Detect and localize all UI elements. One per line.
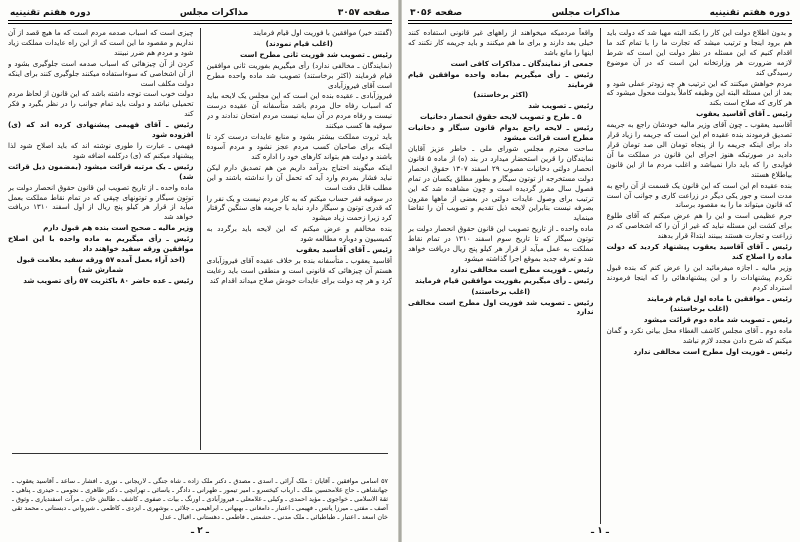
paragraph: ماده واحده ـ از تاریخ تصویب این قانون حقوق انحصار دولت بر توتون سیگار که تا تاریخ سوم اسفند ۱۳۱۰ در تمام نقاط مملکت به عمل میآید از قرار هر کیلو پنج ریال دریافت خواهد شد و تعرفه جدید بموقع اجرا گذاشته میشود bbox=[408, 224, 594, 263]
text-columns bbox=[8, 28, 392, 450]
paragraph: (نمایندگان ـ مخالفی ندارد) رأی میگیریم بفوریت ثانی موافقین قیام فرمایند (اکثر برخاستند) تصویب شد ماده واحده مطرح است آقای فیروزآبادی bbox=[206, 60, 392, 90]
text-columns bbox=[408, 28, 792, 524]
speaker-line: رئیس ـ موافقین با ماده اول قیام فرمایند bbox=[646, 293, 792, 303]
header-rule bbox=[408, 20, 792, 24]
paragraph: باید ثروت مملکت بیشتر بشود و منابع عایدات درست کرد تا اینکه برای صاحبان کسب مردم عجز نشود و مردم آسوده باشند و دولت هم بتواند کارهای خود را اداره کند bbox=[206, 132, 392, 161]
paragraph: مردم خواهش میکنند که این ترتیب هر چه زودتر عملی شود و بعد از این مسئله البته این وظیفه کاملاً بدولت محول میشود که هر کاری که صلاح است بکند bbox=[606, 78, 792, 108]
speaker-line: رئیس ـ رأی میگیریم بماده واحده موافقین قیام فرمایند bbox=[408, 69, 594, 89]
page-header bbox=[404, 4, 796, 22]
page-number: ـ ۲ ـ bbox=[191, 526, 209, 536]
session-label: دوره هفتم تقنینیه bbox=[709, 8, 790, 18]
paragraph: و بدون اطلاع دولت این کار را بکند البته مهیا شد که دولت باید هم برود اینجا و ترتیب میشد که تجارت ما را با تمام کند ما اقدام کنیم که این مسئله در نظر دولت این است که شرط لازمه ضرورت هر وزارتخانه این است که در آن موضوع رسیدگی کند bbox=[606, 28, 792, 77]
speaker-line: رئیس ـ آقای آقاسید یعقوب پیشنهاد کردید که دولت ماده را اصلاح کند bbox=[606, 242, 792, 261]
speaker-line: رئیس ـ رأی میگیریم بفوریت موافقین قیام فرمایند bbox=[415, 275, 594, 285]
column-divider bbox=[600, 28, 601, 524]
header-title: مذاکرات مجلس bbox=[179, 8, 249, 18]
paragraph: کردن از آن چیزهائی که اسباب صدمه است جلوگیری بشود و از آن اشخاصی که سوءاستفاده میکنند جلوگیری کنند برای اینکه دولت مکلف است bbox=[8, 58, 194, 88]
paragraph: فیروزآبادی ـ عقیده بنده این است که این مجلس یک لایحه بیاید که اسباب رفاه حال مردم باشد متأسفانه آن عقیده درست نیست و رفاه مردم در آن سایه نیست مردم امتحان ندادند و در سوقیه ها کسب میکنند bbox=[206, 91, 392, 131]
vote-note: (اکثر برخاستند) bbox=[473, 90, 529, 100]
speaker-line: رئیس ـ فوریت اول مطرح است مخالفی ندارد bbox=[633, 347, 792, 357]
page-number: ـ ۱ ـ bbox=[591, 526, 609, 536]
paragraph: (گفتند خیر) موافقین با فوریت اول قیام فرمایند bbox=[253, 28, 392, 37]
paragraph: ماده واحده ـ از تاریخ تصویب این قانون حقوق انحصار دولت بر توتون سیگار و توتونهای چپقی که در تمام نقاط مملکت بعمل میآید از قرار هر کیلو پنج ریال از اول اسفند ۱۳۱۰ دریافت خواهد شد bbox=[8, 182, 194, 222]
page-label: صفحه ۳۰۵۶ bbox=[410, 8, 463, 18]
paragraph: آقاسید یعقوب ـ متأسفانه بنده بر خلاف عقیده آقای فیروزآبادی هستم آن چیزهائی که قانونی است و منطقی است باید رعایت کرد و هر چه دولت برای عایدات خودش صلاح میداند اقدام کند bbox=[206, 255, 392, 285]
page-header bbox=[4, 4, 396, 22]
paragraph: وزیر مالیه ـ اجازه میفرمائید این را عرض کنم که بنده قبول نکردم پیشنهادات را و این پیشنهادهائی را که اینجا فرمودند استرداد کردم bbox=[606, 262, 792, 292]
vote-note: (اغلب قیام نمودند) bbox=[265, 38, 333, 48]
right-page bbox=[404, 4, 796, 538]
column-right bbox=[607, 28, 793, 524]
header-title: مذاکرات مجلس bbox=[551, 8, 621, 18]
column-divider bbox=[200, 28, 201, 450]
speaker-line: رئیس ـ تصویب شد ماده دوم قرائت میشود bbox=[643, 315, 792, 325]
paragraph: ساحت محترم مجلس شورای ملی ـ خاطر عزیز آقایان نمایندگان را قرین استحضار میدارد در بند (ه) از ماده ۵ قانون انحصار دولتی دخانیات مصوب ۲۹ اسفند ۱۳۰۷ حقوق انحصار دولت مستخرجه از توتون سیگار و بطور مطلق یکسان در تمام فصول سال مقرر گردیده است و چون مشاهده شد که این ترتیب برای وصول عایدات دولتی در بعضی از ماهها مقرون بصرفه نیست بنابراین لایحه ذیل تقدیم و تصویب آن را تقاضا مینماید bbox=[408, 143, 594, 223]
paragraph: واقعاً مردمیکه میخواهند از راههای غیر قانونی استفاده کنند خیلی بعد دارند و برای ما هم میکنند و باید جریمه کار نکنند که اینها را مانع باشد bbox=[408, 28, 594, 57]
speaker-line: وزیر مالیه ـ صحیح است بنده هم قبول دارم bbox=[43, 223, 194, 233]
column-left bbox=[8, 28, 194, 450]
vote-note: (اغلب برخاستند) bbox=[471, 286, 531, 296]
paragraph: در سوقیه قفر حساب میکنم که به کار مردم نیست و یک نفر را که قدری توتون و سیگار دارد نباید با جریمه های سنگین گرفتار کرد زیرا زحمت زیاد میشود bbox=[206, 193, 392, 223]
paragraph: ماده دوم ـ آقای مجلس کاشف الغطاء محل بیانی نکرد و گمان میکنم که شرح دادن مجدد لازم نباشد bbox=[606, 326, 792, 346]
vote-note: (اغلب برخاستند) bbox=[669, 304, 729, 314]
paragraph: چیزی است که اسباب صدمه مردم است که ما هیچ قصد از آن نداریم و مقصود ما این است که از این راه عایدات مملکت زیاد شود و مردم هم ضرر نبینند bbox=[8, 28, 194, 57]
page-label: صفحه ۳۰۵۷ bbox=[337, 8, 390, 18]
speaker-line: رئیس ـ آقای آقاسید یعقوب bbox=[696, 109, 792, 119]
header-rule bbox=[8, 20, 392, 24]
vote-note: (اخذ آراء بعمل آمده ۵۷ ورقه سفید بعلامت قبول شمارش شد) bbox=[16, 254, 185, 274]
paragraph: بنده عقیده ام این است که این قانون یک قسمت از آن راجع به مدت است و جور یکی دیگر در زراعت کاری و جوانب آن است که قانون میتواند ما را به مقصود برساند bbox=[606, 180, 792, 210]
speaker-line: رئیس ـ تصویب شد فوریت ثانی مطرح است bbox=[240, 49, 392, 59]
speaker-line: رئیس ـ فوریت مطرح است مخالفی ندارد bbox=[450, 264, 594, 274]
paragraph: آقاسید یعقوب ـ چون آقای وزیر مالیه خودشان راجع به جریمه تصدیق فرمودند بنده عقیده ام این است که جریمه را زیاد قرار داد برای اینکه جریمه را از پنجاه تومان الی صد تومان قرار دادید در صورتیکه هنوز اجرای این قانون در مملکت ما آن فوایدی را که باید دارا نمیباشد و اغلب مردم ما از این قانون بیاطلاع هستند bbox=[606, 120, 792, 179]
column-left bbox=[408, 28, 594, 524]
speaker-line: رئیس ـ لایحه راجع بدوام قانون سیگار و دخانیات مطرح است قرائت میشود bbox=[408, 123, 594, 143]
footnote-rule bbox=[12, 453, 388, 454]
speaker-line: رئیس ـ یک مرتبه قرائت میشود (بمضمون ذیل قرائت شد) bbox=[8, 161, 194, 181]
speaker-line: رئیس ـ تصویب شد bbox=[528, 101, 594, 111]
speaker-line: رئیس ـ آقای آقاسید یعقوب bbox=[296, 245, 392, 255]
paragraph: دولت خوب است توجه داشته باشد که این قانون از لحاظ مردم تحمیلی نباشد و دولت باید تمام جوانب را در نظر بگیرد و فکر کند bbox=[8, 89, 194, 119]
section-heading: ۵ ـ طرح و تصویب لایحه حقوق انحصار دخانیات bbox=[419, 112, 582, 122]
paragraph: جرم عظیمی است و این را هم عرض میکنم که آقای طلوع برای کشت این مسئله نباید که غیر از آن را که اشخاصی که در زراعت و تجارت هستند ببینند ابتداءً قرار بدهند bbox=[606, 211, 792, 241]
column-right bbox=[207, 28, 393, 450]
session-label: دوره هفتم تقنینیه bbox=[10, 8, 91, 18]
paragraph: فهیمی ـ عبارت را طوری نوشته اند که باید اصلاح شود لذا پیشنهاد میکنم که (ی) درکلمه اضافه شود bbox=[8, 140, 194, 160]
speaker-line: جمعی از نمایندگان ـ مذاکرات کافی است bbox=[450, 58, 594, 68]
speaker-line: رئیس ـ تصویب شد فوریت اول مطرح است مخالفی ندارد bbox=[408, 297, 594, 317]
footnote-voter-list: ۵۷ اسامی موافقین ـ آقایان : ملک آرائی ـ اسدی ـ مصدق ـ دکتر ملک زاده ـ شاه جنگی ـ لاریجانی ـ نوری ـ افشار ـ ساعد ـ آقاسید یعقوب ـ جهانشاهی ـ حاج غلامحسین ملک ـ ارباب کیخسرو ـ امیر تیمور ـ طهرانی ـ دادگر ـ یاسائی ـ تهرانچی ـ دکتر طاهری ـ نجومی ـ حیدری ـ پناهی ـ ثقة الاسلامی ـ خواجوی ـ مؤید احمدی ـ وکیلی ـ غلامعلی ـ فیروزآبادی ـ اورنگ ـ بیات ـ صفوی ـ کاشف ـ طالش خان ـ مرآت اسفندیاری ـ وثوق ـ آصف ـ مفتی ـ میرزا یانس ـ فهیمی ـ اعتبار ـ دامغانی ـ بهبهانی ـ ابراهیمی ـ جلائی ـ بوشهری ـ ایزدی ـ کاظمی ـ شیروانی ـ دبستانی ـ محمد تقی خان اسعد ـ اعتبار ـ طباطبائی ـ ملک مدنی ـ حشمتی ـ فاطمی ـ دهستانی ـ اقبال ـ عدل bbox=[12, 477, 388, 521]
left-page bbox=[4, 4, 396, 538]
speaker-line: رئیس ـ عده حاضر ۸۰ باکثریت ۵۷ رأی تصویب شد bbox=[23, 275, 194, 285]
book-gutter bbox=[398, 0, 402, 542]
speaker-line: رئیس ـ آقای فهیمی پیشنهادی کرده اند که (ی) افزوده شود bbox=[8, 120, 194, 140]
speaker-line: رئیس ـ رأی میگیریم به ماده واحده با این اصلاح موافقین ورقه سفید خواهند داد bbox=[8, 234, 194, 254]
paragraph: بنده مخالفم و عرض میکنم که این لایحه باید برگردد به کمیسیون و دوباره مطالعه شود bbox=[206, 224, 392, 244]
paragraph: اینکه میگویند احتیاج بدرآمد داریم من هم تصدیق دارم لیکن نباید فشار بمردم وارد آید که تحمل آن را نداشته باشند و این مطلب قابل دقت است bbox=[206, 162, 392, 192]
